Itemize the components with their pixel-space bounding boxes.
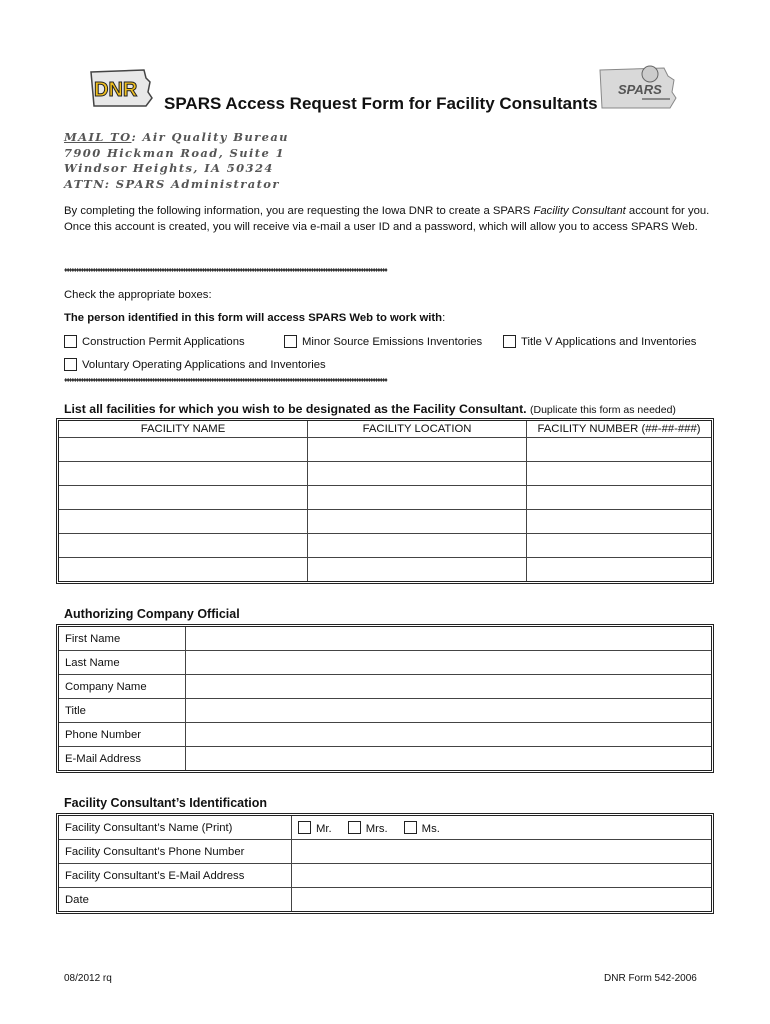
checkbox[interactable]	[284, 335, 297, 348]
input-cell[interactable]	[59, 510, 308, 534]
title-input[interactable]	[186, 699, 711, 723]
input-cell[interactable]	[308, 534, 527, 558]
salutation-label: Ms.	[421, 822, 440, 835]
checkbox-mr[interactable]	[298, 821, 311, 834]
option-label: Voluntary Operating Applications and Inventories	[82, 358, 326, 371]
check-lead-bold: The person identified in this form will access SPARS Web to work with	[64, 312, 443, 324]
column-header: FACILITY NUMBER (##-##-###)	[527, 421, 711, 438]
last-name-input[interactable]	[186, 651, 711, 675]
input-cell[interactable]	[59, 462, 308, 486]
table-row	[59, 699, 711, 723]
option-title-v[interactable]	[503, 335, 696, 348]
salutation-label: Mr.	[316, 822, 332, 835]
option-label: Construction Permit Applications	[82, 335, 245, 348]
input-cell[interactable]	[527, 462, 711, 486]
input-cell[interactable]	[59, 558, 308, 581]
intro-italic: Facility Consultant	[533, 205, 626, 217]
table-row	[59, 438, 711, 462]
table-row	[59, 675, 711, 699]
column-header: FACILITY LOCATION	[308, 421, 527, 438]
page-title: SPARS Access Request Form for Facility Consultants	[164, 94, 598, 113]
table-row	[59, 747, 711, 770]
option-voluntary-operating[interactable]	[64, 358, 326, 371]
table-row	[59, 462, 711, 486]
intro-text-2: account for you. Once this account is created, you will receive via e-mail a user ID and a password, which will allow you to access SPARS Web.	[64, 205, 710, 233]
spars-logo	[594, 60, 682, 112]
mail-line2: 7900 Hickman Road, Suite 1	[64, 145, 285, 160]
field-label: Company Name	[59, 675, 186, 699]
table-row	[59, 486, 711, 510]
table-row	[59, 723, 711, 747]
table-row	[59, 840, 711, 864]
option-label: Minor Source Emissions Inventories	[302, 335, 483, 348]
field-label: First Name	[59, 627, 186, 651]
field-label: Date	[59, 888, 292, 911]
salutation-label: Mrs.	[365, 822, 388, 835]
table-row	[59, 558, 711, 581]
field-label: Phone Number	[59, 723, 186, 747]
consultant-table	[56, 813, 714, 914]
input-cell[interactable]	[527, 486, 711, 510]
company-name-input[interactable]	[186, 675, 711, 699]
input-cell[interactable]	[527, 510, 711, 534]
official-heading: Authorizing Company Official	[64, 607, 240, 621]
input-cell[interactable]	[308, 558, 527, 581]
field-label: Facility Consultant’s Phone Number	[59, 840, 292, 864]
table-row	[59, 510, 711, 534]
column-header: FACILITY NAME	[59, 421, 308, 438]
input-cell[interactable]	[308, 510, 527, 534]
email-address-input[interactable]	[186, 747, 711, 770]
facilities-note: (Duplicate this form as needed)	[530, 404, 676, 416]
consultant-name-input[interactable]	[292, 816, 711, 840]
input-cell[interactable]	[308, 462, 527, 486]
field-label: Last Name	[59, 651, 186, 675]
option-construction-permit[interactable]	[64, 335, 245, 348]
mail-line1: : Air Quality Bureau	[131, 130, 289, 144]
check-lead	[64, 312, 445, 324]
spars-logo-text: SPARS	[618, 82, 662, 97]
input-cell[interactable]	[308, 486, 527, 510]
input-cell[interactable]	[59, 486, 308, 510]
option-label: Title V Applications and Inventories	[521, 335, 697, 348]
intro-paragraph	[64, 204, 714, 235]
first-name-input[interactable]	[186, 627, 711, 651]
check-instruction: Check the appropriate boxes:	[64, 289, 212, 301]
footer-date: 08/2012 rq	[64, 973, 112, 984]
checkbox[interactable]	[64, 335, 77, 348]
mailing-address	[64, 130, 289, 192]
checkbox[interactable]	[64, 358, 77, 371]
table-row	[59, 816, 711, 840]
diamond-divider: ♦♦♦♦♦♦♦♦♦♦♦♦♦♦♦♦♦♦♦♦♦♦♦♦♦♦♦♦♦♦♦♦♦♦♦♦♦♦♦♦♦♦♦♦♦♦♦♦♦♦♦♦♦♦♦♦♦♦♦♦♦♦♦♦♦♦♦♦♦♦♦♦♦♦♦♦♦♦♦♦♦♦♦♦♦♦♦♦♦♦♦♦♦♦♦♦♦♦♦♦♦♦♦♦♦♦♦♦♦♦♦♦♦♦♦♦♦♦♦♦♦♦♦♦♦♦♦♦♦♦♦♦♦♦♦♦	[64, 267, 387, 274]
dnr-logo-text: DNR	[94, 79, 138, 101]
table-header-row	[59, 421, 711, 438]
phone-number-input[interactable]	[186, 723, 711, 747]
footer-form-number: DNR Form 542-2006	[604, 973, 697, 984]
table-row	[59, 534, 711, 558]
consultant-email-input[interactable]	[292, 864, 711, 888]
mail-line3: Windsor Heights, IA 50324	[64, 161, 274, 175]
consultant-phone-input[interactable]	[292, 840, 711, 864]
input-cell[interactable]	[527, 558, 711, 581]
official-table	[56, 624, 714, 773]
check-lead-colon: :	[442, 312, 446, 324]
field-label: E-Mail Address	[59, 747, 186, 770]
table-row	[59, 888, 711, 911]
checkbox-ms[interactable]	[404, 821, 417, 834]
mail-line4: ATTN: SPARS Administrator	[64, 176, 280, 191]
input-cell[interactable]	[59, 438, 308, 462]
input-cell[interactable]	[527, 534, 711, 558]
facilities-heading-text: List all facilities for which you wish to be designated as the Facility Consultant.	[64, 402, 527, 416]
facilities-heading	[64, 402, 676, 416]
diamond-divider: ♦♦♦♦♦♦♦♦♦♦♦♦♦♦♦♦♦♦♦♦♦♦♦♦♦♦♦♦♦♦♦♦♦♦♦♦♦♦♦♦♦♦♦♦♦♦♦♦♦♦♦♦♦♦♦♦♦♦♦♦♦♦♦♦♦♦♦♦♦♦♦♦♦♦♦♦♦♦♦♦♦♦♦♦♦♦♦♦♦♦♦♦♦♦♦♦♦♦♦♦♦♦♦♦♦♦♦♦♦♦♦♦♦♦♦♦♦♦♦♦♦♦♦♦♦♦♦♦♦♦♦♦♦♦♦♦	[64, 377, 387, 384]
input-cell[interactable]	[59, 534, 308, 558]
mail-to-label: MAIL TO	[64, 130, 132, 144]
field-label: Facility Consultant’s E-Mail Address	[59, 864, 292, 888]
table-row	[59, 864, 711, 888]
consultant-heading: Facility Consultant’s Identification	[64, 796, 268, 810]
table-row	[59, 651, 711, 675]
intro-text-1: By completing the following information, you are requesting the Iowa DNR to create a SPARS	[64, 205, 534, 217]
checkbox[interactable]	[503, 335, 516, 348]
option-minor-source[interactable]	[284, 335, 482, 348]
field-label: Title	[59, 699, 186, 723]
input-cell[interactable]	[527, 438, 711, 462]
dnr-logo	[88, 66, 154, 110]
input-cell[interactable]	[308, 438, 527, 462]
facilities-table	[56, 418, 714, 584]
field-label: Facility Consultant’s Name (Print)	[59, 816, 292, 840]
table-row	[59, 627, 711, 651]
date-input[interactable]	[292, 888, 711, 911]
checkbox-mrs[interactable]	[348, 821, 361, 834]
